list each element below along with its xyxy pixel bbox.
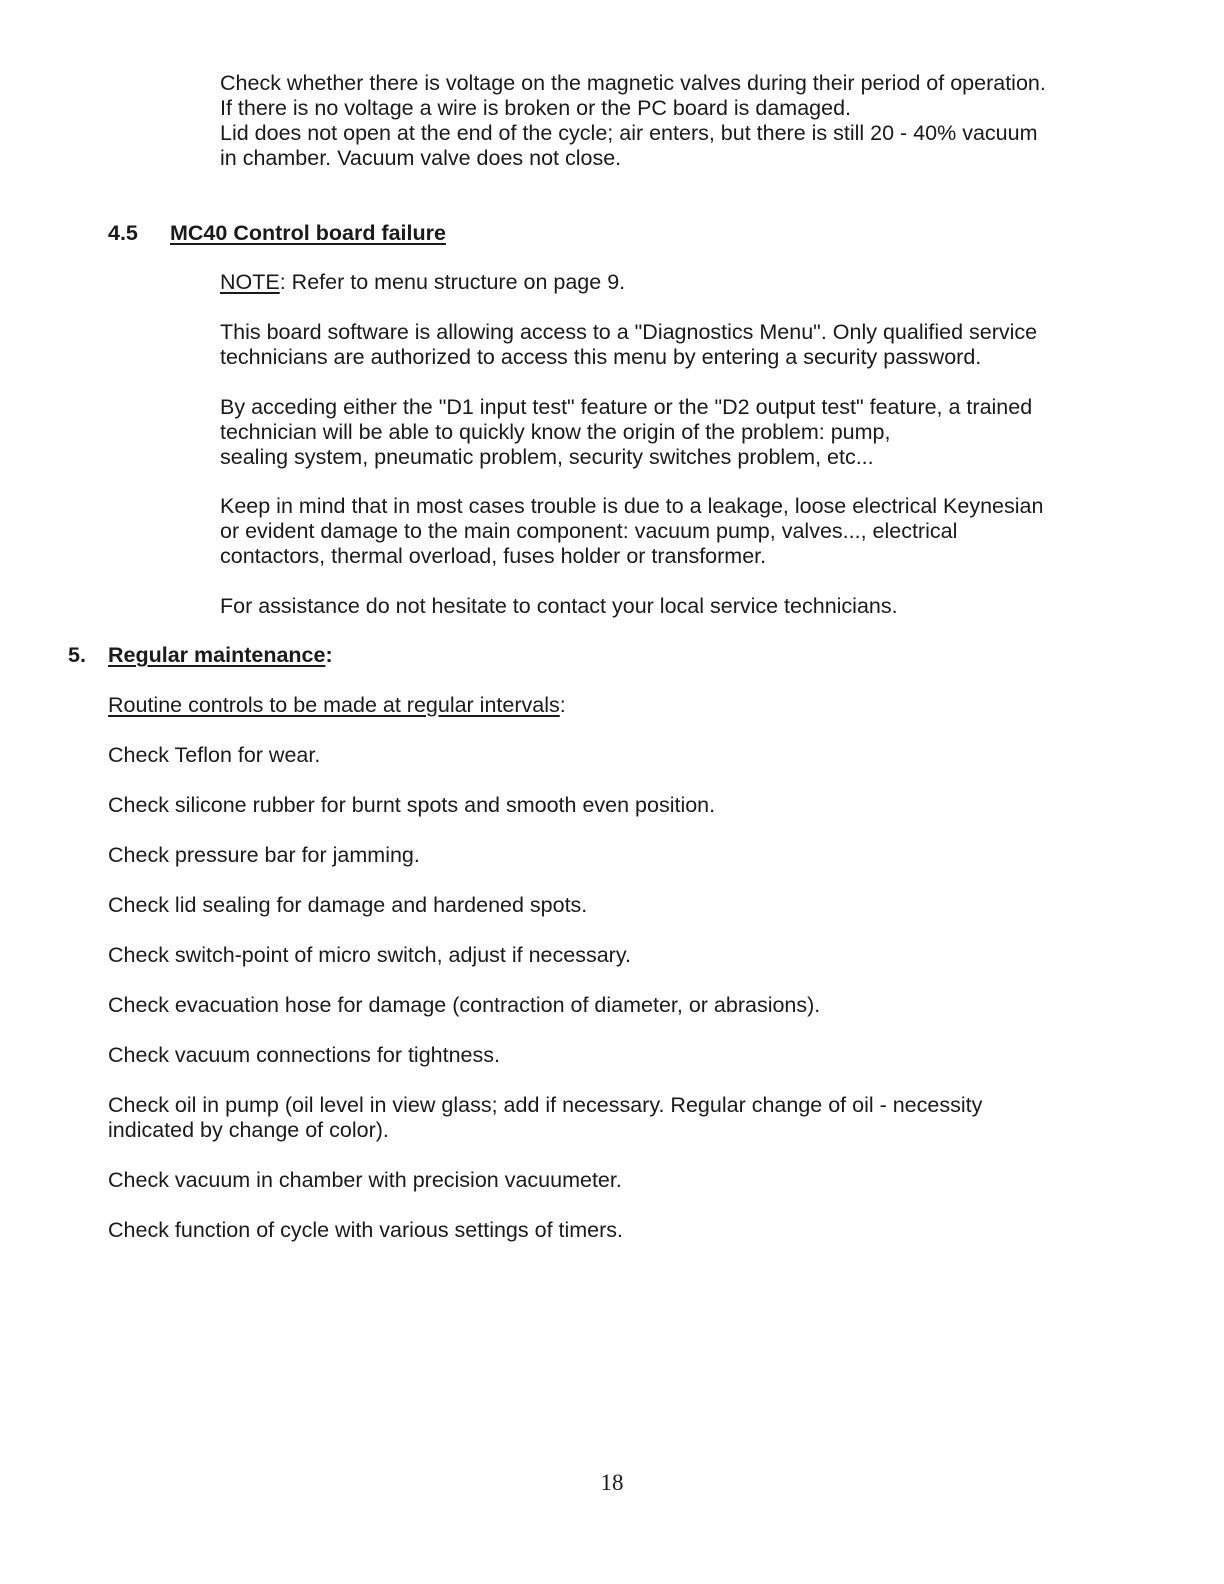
paragraph-line: Keep in mind that in most cases trouble is due to a leakage, loose electrical Keynesian bbox=[220, 494, 1044, 518]
note-label: NOTE bbox=[220, 270, 280, 294]
routine-subtitle bbox=[108, 693, 1168, 718]
maintenance-item bbox=[108, 943, 1168, 968]
paragraph-line: sealing system, pneumatic problem, security switches problem, etc... bbox=[220, 445, 874, 469]
item-text: Check switch-point of micro switch, adjust if necessary. bbox=[108, 943, 631, 967]
section-number: 4.5 bbox=[108, 221, 138, 245]
item-text: Check silicone rubber for burnt spots and smooth even position. bbox=[108, 793, 716, 817]
item-text: Check vacuum connections for tightness. bbox=[108, 1043, 500, 1067]
maintenance-item bbox=[108, 843, 1168, 868]
intro-line: If there is no voltage a wire is broken or the PC board is damaged. bbox=[220, 96, 852, 120]
item-text: Check function of cycle with various settings of timers. bbox=[108, 1218, 624, 1242]
intro-line: in chamber. Vacuum valve does not close. bbox=[220, 146, 622, 170]
intro-line: Lid does not open at the end of the cycle; air enters, but there is still 20 - 40% vacuum bbox=[220, 121, 1038, 145]
item-text: Check Teflon for wear. bbox=[108, 743, 321, 767]
subtitle-text: Routine controls to be made at regular intervals bbox=[108, 693, 560, 717]
intro-paragraph bbox=[220, 71, 1180, 171]
test-feature-paragraph bbox=[220, 395, 1180, 470]
page-number: 18 bbox=[600, 1470, 624, 1495]
maintenance-item bbox=[108, 1168, 1168, 1193]
maintenance-item-oil bbox=[108, 1093, 1168, 1143]
item-text: Check vacuum in chamber with precision vacuumeter. bbox=[108, 1168, 622, 1192]
maintenance-item bbox=[108, 893, 1168, 918]
subtitle-suffix: : bbox=[559, 693, 566, 717]
paragraph-line: technicians are authorized to access this menu by entering a security password. bbox=[220, 345, 982, 369]
section-number: 5. bbox=[68, 643, 86, 667]
item-text: indicated by change of color). bbox=[108, 1118, 389, 1142]
assistance-paragraph bbox=[220, 594, 1180, 619]
item-text: Check lid sealing for damage and hardened spots. bbox=[108, 893, 588, 917]
paragraph-line: or evident damage to the main component: vacuum pump, valves..., electrical bbox=[220, 519, 958, 543]
maintenance-item bbox=[108, 1218, 1168, 1243]
item-text: Check evacuation hose for damage (contraction of diameter, or abrasions). bbox=[108, 993, 821, 1017]
trouble-paragraph bbox=[220, 494, 1180, 569]
note-paragraph bbox=[220, 270, 1180, 295]
paragraph-line: contactors, thermal overload, fuses holder or transformer. bbox=[220, 544, 767, 568]
note-text: : Refer to menu structure on page 9. bbox=[279, 270, 626, 294]
intro-line: Check whether there is voltage on the magnetic valves during their period of operation. bbox=[220, 71, 1046, 95]
maintenance-item bbox=[108, 1043, 1168, 1068]
paragraph-line: This board software is allowing access to a "Diagnostics Menu". Only qualified service bbox=[220, 320, 1038, 344]
item-text: Check pressure bar for jamming. bbox=[108, 843, 420, 867]
section-5-heading bbox=[68, 643, 333, 668]
diagnostics-paragraph bbox=[220, 320, 1180, 370]
paragraph-line: technician will be able to quickly know the origin of the problem: pump, bbox=[220, 420, 891, 444]
maintenance-item bbox=[108, 793, 1168, 818]
section-title: MC40 Control board failure bbox=[170, 221, 446, 245]
title-suffix: : bbox=[325, 643, 333, 667]
section-4-5-heading bbox=[108, 221, 446, 246]
maintenance-item bbox=[108, 743, 1168, 768]
paragraph-line: For assistance do not hesitate to contact your local service technicians. bbox=[220, 594, 898, 618]
section-title: Regular maintenance bbox=[108, 643, 326, 667]
maintenance-item bbox=[108, 993, 1168, 1018]
paragraph-line: By acceding either the "D1 input test" feature or the "D2 output test" feature, a trained bbox=[220, 395, 1033, 419]
item-text: Check oil in pump (oil level in view glass; add if necessary. Regular change of oil - necessity bbox=[108, 1093, 983, 1117]
